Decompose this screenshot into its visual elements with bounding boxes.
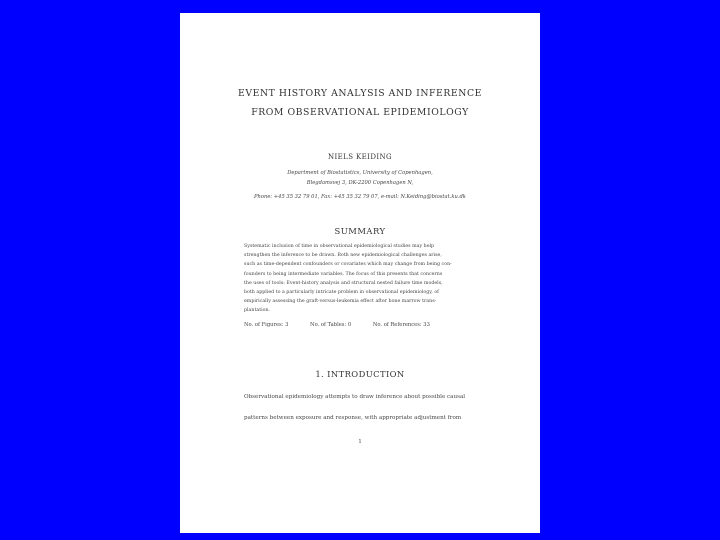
figures-count: No. of Figures: 3 [244, 322, 289, 328]
paper-page [180, 13, 540, 533]
affiliation-line-2: Blegdamsvej 3, DK-2200 Copenhagen N, [306, 180, 414, 186]
summary-line: Systematic inclusion of time in observational epidemiological studies may help [244, 244, 435, 249]
author-name: NIELS KEIDING [327, 153, 393, 161]
body-text-line: Observational epidemiology attempts to draw inference about possible causal [244, 394, 466, 400]
summary-line: empirically assessing the graft-versus-leukemia effect after bone marrow trans- [244, 299, 437, 305]
introduction-heading: 1. INTRODUCTION [315, 369, 405, 379]
summary-line: such as time-dependent confounders or covariates which may change from being con- [244, 262, 452, 268]
paper-title-line-2: FROM OBSERVATIONAL EPIDEMIOLOGY [251, 107, 469, 118]
references-count: No. of References: 33 [372, 322, 430, 328]
summary-line: strengthen the inference to be drawn. Both new epidemiological challenges arise, [244, 253, 442, 259]
contact-info: Phone: +45 35 32 79 01, Fax: +45 35 32 79 07, e-mail: N.Keiding@biostat.ku.dk [254, 194, 466, 200]
summary-line: both applied to a particularly intricate problem in observational epidemiology, of [244, 290, 439, 296]
summary-line: the uses of tools: Event-history analysis and structural nested failure time models, [244, 280, 443, 286]
manuscript-counts [244, 322, 484, 328]
page-number: 1 [358, 439, 362, 445]
summary-text [244, 242, 474, 316]
affiliation-line-1: Department of Biostatistics, University of Copenhagen, [287, 170, 433, 176]
summary-line: plantation. [244, 308, 271, 314]
summary-line: founders to being intermediate variables. The focus of this presents that concerns [244, 271, 443, 277]
paper-title-line-1: EVENT HISTORY ANALYSIS AND INFERENCE [238, 88, 482, 99]
body-text-line: patterns between exposure and response, with appropriate adjustment from [244, 415, 462, 421]
tables-count: No. of Tables: 0 [310, 322, 352, 328]
summary-heading: SUMMARY [334, 226, 386, 236]
